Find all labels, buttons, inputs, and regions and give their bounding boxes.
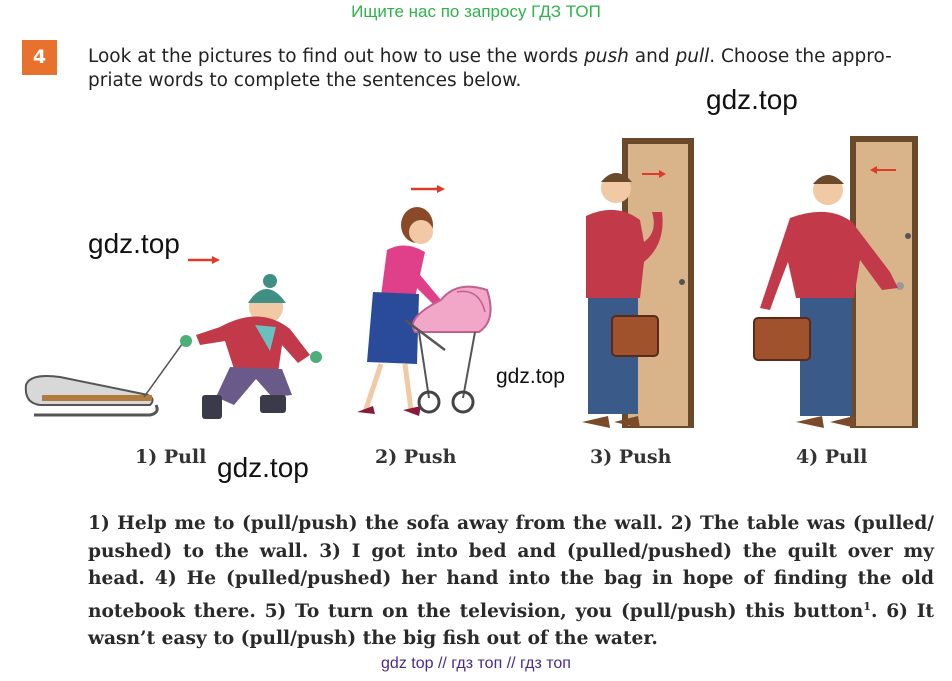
direction-arrow-icon bbox=[188, 256, 220, 264]
instruction-text-2: and bbox=[628, 46, 676, 67]
man-pushing-door-icon bbox=[578, 132, 698, 432]
watermark-gdz-top: gdz.top bbox=[217, 452, 309, 483]
task-instruction bbox=[88, 45, 938, 93]
exercise-text-end: . 6) It wasn’t easy to (pull/push) the big fish out of the water. bbox=[88, 600, 934, 650]
footer-watermark: gdz top // гдз топ // гдз топ bbox=[381, 655, 571, 672]
search-banner: Ищите нас по запросу ГДЗ ТОП bbox=[351, 2, 601, 21]
caption-picture-3: 3) Push bbox=[590, 446, 672, 468]
exercise-text: 1) Help me to (pull/push) the sofa away from the wall. 2) The table was (pulled/ pushed) to the wall. 3) I got into bed and (pulled/pushed) the quilt over my head. 4) He (pulled/pushed) her hand into the bag in hope of finding the old notebook there. 5) To turn on the television, you (pull/push) this button bbox=[88, 513, 934, 622]
instruction-text-1: Look at the pictures to find out how to use the words bbox=[88, 46, 585, 67]
exercise-sentences bbox=[88, 510, 934, 653]
task-number-badge: 4 bbox=[22, 40, 57, 75]
caption-picture-4: 4) Pull bbox=[796, 446, 868, 468]
footnote-mark: 1 bbox=[863, 599, 871, 613]
caption-picture-1: 1) Pull bbox=[135, 446, 207, 468]
instruction-word-push: push bbox=[584, 46, 629, 67]
watermark-gdz-top: gdz.top bbox=[496, 365, 565, 388]
direction-arrow-icon bbox=[411, 185, 445, 193]
woman-pushing-pram-icon bbox=[345, 180, 505, 420]
instruction-word-pull: pull bbox=[675, 46, 710, 67]
child-pulling-sled-icon bbox=[20, 245, 330, 430]
caption-picture-2: 2) Push bbox=[375, 446, 457, 468]
man-pulling-door-icon bbox=[750, 132, 925, 432]
instruction-text-3: . Choose the appro-priate words to complete the sentences below. bbox=[88, 46, 892, 91]
watermark-gdz-top: gdz.top bbox=[706, 84, 798, 115]
watermark-gdz-top: gdz.top bbox=[88, 228, 180, 259]
